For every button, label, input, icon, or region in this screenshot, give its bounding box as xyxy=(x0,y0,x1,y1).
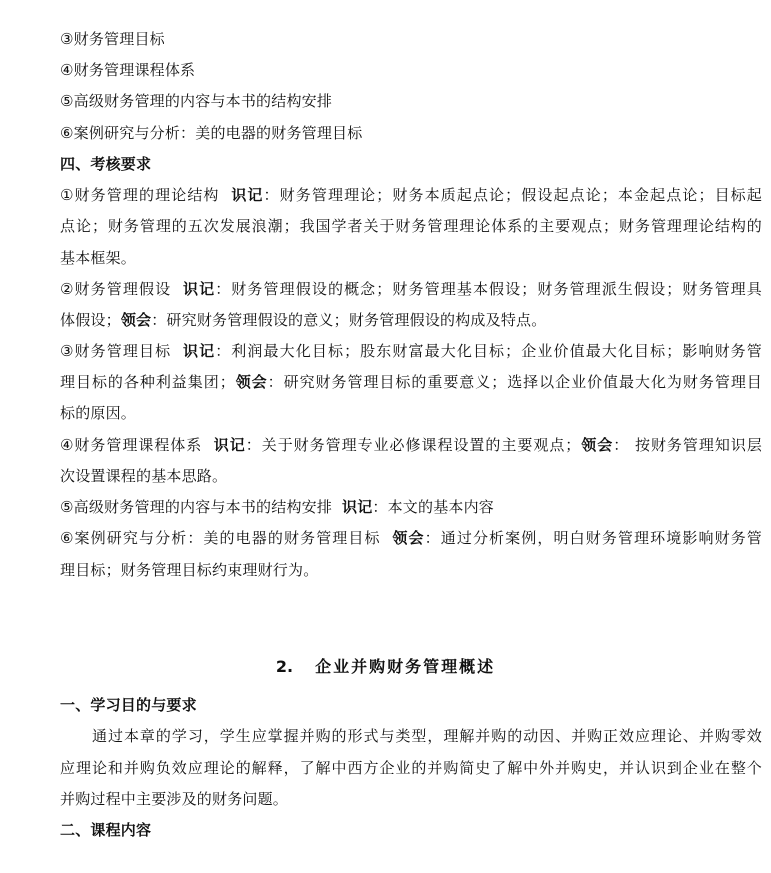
requirement-6-line-1 xyxy=(60,528,762,548)
requirement-2-line-2 xyxy=(60,310,762,330)
requirement-3-line-2 xyxy=(60,372,762,392)
objectives-paragraph-line-3: 并购过程中主要涉及的财务问题。 xyxy=(60,790,289,808)
requirement-text: ：利润最大化目标；股东财富最大化目标；企业价值最大化目标；影响财务管 xyxy=(215,342,762,360)
objectives-paragraph-line-1: 通过本章的学习，学生应掌握并购的形式与类型，理解并购的动因、并购正效应理论、并购零效 xyxy=(92,727,762,745)
keyword-memorize: 识记 xyxy=(231,186,264,204)
requirement-5-line-1 xyxy=(60,497,762,517)
keyword-understand: 领会 xyxy=(234,373,268,391)
requirement-text: ：本文的基本内容 xyxy=(372,498,495,516)
requirement-title: ⑥案例研究与分析：美的电器的财务管理目标 xyxy=(60,529,381,547)
chapter-heading xyxy=(0,656,771,678)
requirement-6-line-2: 理目标；财务管理目标约束理财行为。 xyxy=(60,561,319,579)
keyword-memorize: 识记 xyxy=(342,498,373,516)
requirement-text: ：研究财务管理假设的意义；财务管理假设的构成及特点。 xyxy=(151,311,547,329)
chapter-title: 企业并购财务管理概述 xyxy=(315,657,496,676)
requirement-text: ：财务管理假设的概念；财务管理基本假设；财务管理派生假设；财务管理具 xyxy=(215,280,762,298)
requirement-text: 体假设； xyxy=(60,311,121,329)
requirement-text: 理目标的各种利益集团； xyxy=(60,373,235,391)
requirement-text: ：通过分析案例，明白财务管理环境影响财务管 xyxy=(424,529,762,547)
section-heading-course-content: 二、课程内容 xyxy=(60,821,152,839)
requirement-text: ：关于财务管理专业必修课程设置的主要观点； xyxy=(245,436,581,454)
requirement-4-line-2: 次设置课程的基本思路。 xyxy=(60,467,228,485)
section-heading-objectives: 一、学习目的与要求 xyxy=(60,696,197,714)
outline-item-5: ⑤高级财务管理的内容与本书的结构安排 xyxy=(60,92,333,110)
requirement-1-line-3: 基本框架。 xyxy=(60,249,137,267)
requirement-title: ④财务管理课程体系 xyxy=(60,436,203,454)
keyword-understand: 领会 xyxy=(120,311,152,329)
requirement-3-line-3: 标的原因。 xyxy=(60,404,137,422)
keyword-memorize: 识记 xyxy=(213,436,246,454)
requirement-title: ①财务管理的理论结构 xyxy=(60,186,220,204)
keyword-understand: 领会 xyxy=(580,436,614,454)
requirement-title: ⑤高级财务管理的内容与本书的结构安排 xyxy=(60,498,333,516)
outline-item-4: ④财务管理课程体系 xyxy=(60,61,196,79)
requirement-title: ③财务管理目标 xyxy=(60,342,172,360)
requirement-3-line-1 xyxy=(60,341,762,361)
keyword-memorize: 识记 xyxy=(182,342,216,360)
requirement-text: ：财务管理理论；财务本质起点论；假设起点论；本金起点论；目标起 xyxy=(263,186,762,204)
requirement-text: ：研究财务管理目标的重要意义；选择以企业价值最大化为财务管理目 xyxy=(267,373,762,391)
requirement-4-line-1 xyxy=(60,435,762,455)
requirement-1-line-2: 点论；财务管理的五次发展浪潮；我国学者关于财务管理理论体系的主要观点；财务管理理论结构的 xyxy=(60,217,762,235)
chapter-number: 2. xyxy=(275,657,294,676)
requirement-text: ： 按财务管理知识层 xyxy=(613,436,762,454)
objectives-paragraph-line-2: 应理论和并购负效应理论的解释，了解中西方企业的并购简史了解中外并购史，并认识到企业在整个 xyxy=(60,759,762,777)
requirement-title: ②财务管理假设 xyxy=(60,280,172,298)
section-heading-assessment: 四、考核要求 xyxy=(60,155,152,173)
outline-item-3: ③财务管理目标 xyxy=(60,30,165,48)
keyword-memorize: 识记 xyxy=(182,280,216,298)
keyword-understand: 领会 xyxy=(392,529,425,547)
requirement-1-line-1 xyxy=(60,185,762,205)
requirement-2-line-1 xyxy=(60,279,762,299)
outline-item-6: ⑥案例研究与分析：美的电器的财务管理目标 xyxy=(60,124,363,142)
